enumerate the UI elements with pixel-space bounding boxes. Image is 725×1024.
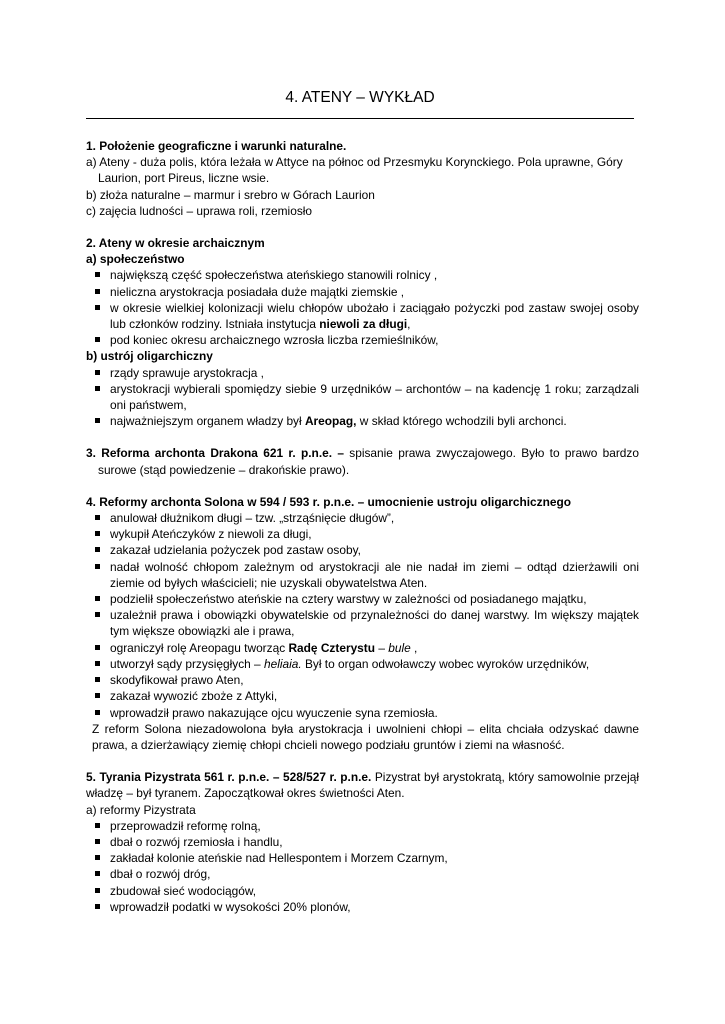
list-item [110, 640, 639, 656]
list-item: skodyfikował prawo Aten, [110, 672, 639, 688]
italic-term: heliaia. [263, 656, 302, 671]
section-1-point-a: a) Ateny - duża polis, która leżała w Attyce na północ od Przesmyku Korynckiego. Pola uprawne, Góry Laurion, port Pireus, liczne wsie. [86, 155, 623, 186]
list-item: zakazał wywozić zboże z Attyki, [110, 688, 639, 704]
list-item-text: najważniejszym organem władzy był [110, 414, 305, 429]
section-3-heading: 3. Reforma archonta Drakona 621 r. p.n.e. – [86, 446, 344, 461]
page-title: 4. ATENY – WYKŁAD [285, 89, 435, 106]
section-4-closing: Z reform Solona niezadowolona była arystokracja i uwolnieni chłopi – elita chciała odzyskać dawne prawa, a dzierżawiący ziemię chłopi chcieli nowego podziału gruntów i ziemi na własność. [92, 721, 639, 752]
section-3-text: spisanie prawa zwyczajowego. Było to prawo bardzo surowe (stąd powiedzenie – drakońskie prawo). [98, 446, 639, 477]
list-item: największą część społeczeństwa ateńskiego stanowili rolnicy , [110, 267, 639, 283]
list-item: arystokracji wybierali spomiędzy siebie 9 urzędników – archontów – na kadencję 1 roku; zarządzali oni państwem, [110, 381, 639, 413]
list-item: podzielił społeczeństwo ateńskie na cztery warstwy w zależności od posiadanego majątku, [110, 591, 639, 607]
section-2-heading: 2. Ateny w okresie archaicznym [86, 236, 265, 251]
section-3-paragraph [86, 445, 639, 477]
list-item-text: , [407, 317, 411, 332]
list-item [110, 656, 639, 672]
list-item: rządy sprawuje arystokracja , [110, 365, 639, 381]
list-item-text: – [375, 640, 389, 655]
list-item: pod koniec okresu archaicznego wzrosła liczba rzemieślników, [110, 332, 639, 348]
list-item-text: Był to organ odwoławczy wobec wyroków urzędników, [301, 656, 590, 671]
list-item [110, 413, 639, 429]
section-2-list-b [86, 365, 639, 430]
section-2-subheading-a: a) społeczeństwo [86, 252, 185, 267]
list-item: nieliczna arystokracja posiadała duże majątki ziemskie , [110, 284, 639, 300]
list-item: zbudował sieć wodociągów, [110, 883, 639, 899]
section-2 [86, 235, 639, 429]
section-5 [86, 769, 639, 915]
section-1 [86, 138, 639, 219]
list-item: anulował dłużnikom długi – tzw. „strząśnięcie długów”, [110, 510, 639, 526]
section-5-paragraph [86, 769, 639, 801]
section-2-subheading-b: b) ustrój oligarchiczny [86, 349, 213, 364]
italic-term: bule [388, 640, 411, 655]
section-1-point-c: c) zajęcia ludności – uprawa roli, rzemiosło [86, 203, 313, 218]
list-item: uzależnił prawa i obowiązki obywatelskie od przynależności do danej warstwy. Im większy majątek tym większe obowiązki ale i prawa, [110, 608, 639, 639]
list-item: zakładał kolonie ateńskie nad Hellespontem i Morzem Czarnym, [110, 850, 639, 866]
list-item-text: utworzył sądy przysięgłych – [110, 656, 264, 671]
section-5-text: Pizystrat był arystokratą, który samowolnie przejął władzę – był tyranem. Zapoczątkował okres świetności Aten. [86, 770, 639, 801]
list-item [110, 300, 639, 332]
list-item-text: w skład którego wchodzili byli archonci. [356, 414, 567, 429]
list-item: dbał o rozwój dróg, [110, 866, 639, 882]
bold-term: niewoli za długi [319, 317, 408, 332]
list-item: dbał o rozwój rzemiosła i handlu, [110, 834, 639, 850]
list-item-text: , [410, 640, 418, 655]
list-item: wprowadził podatki w wysokości 20% plonów, [110, 899, 639, 915]
list-item-text: ograniczył rolę Areopagu tworząc [110, 640, 289, 655]
section-5-list [86, 818, 639, 915]
section-2-list-a [86, 267, 639, 348]
section-3 [86, 445, 639, 477]
list-item: wprowadził prawo nakazujące ojcu wyuczenie syna rzemiosła. [110, 705, 639, 721]
section-4-list [86, 510, 639, 721]
list-item-text: w okresie wielkiej kolonizacji wielu chłopów ubożało i zaciągało pożyczki pod zastaw swojej osoby lub członków rodziny. Istniała instytucja [110, 300, 639, 332]
list-item: wykupił Ateńczyków z niewoli za długi, [110, 526, 639, 542]
section-1-point-b: b) złoża naturalne – marmur i srebro w Górach Laurion [86, 187, 375, 202]
bold-term: Radę Czterystu [288, 640, 376, 655]
list-item: nadał wolność chłopom zależnym od arystokracji ale nie nadał im ziemi – odtąd dzierżawili oni ziemie od byłych właścicieli; nie uzyskali obywatelstwa Aten. [110, 559, 639, 590]
section-4-heading: 4. Reformy archonta Solona w 594 / 593 r. p.n.e. – umocnienie ustroju oligarchicznego [86, 494, 572, 509]
list-item: zakazał udzielania pożyczek pod zastaw osoby, [110, 542, 639, 558]
section-5-heading: 5. Tyrania Pizystrata 561 r. p.n.e. – 528/527 r. p.n.e. [86, 770, 372, 785]
list-item: przeprowadził reformę rolną, [110, 818, 639, 834]
section-4 [86, 494, 639, 753]
section-1-heading: 1. Położenie geograficzne i warunki naturalne. [86, 139, 347, 153]
document-body [86, 138, 639, 931]
bold-term: Areopag, [304, 414, 357, 429]
section-5-subheading-a: a) reformy Pizystrata [86, 802, 196, 817]
title-underline [86, 118, 634, 119]
